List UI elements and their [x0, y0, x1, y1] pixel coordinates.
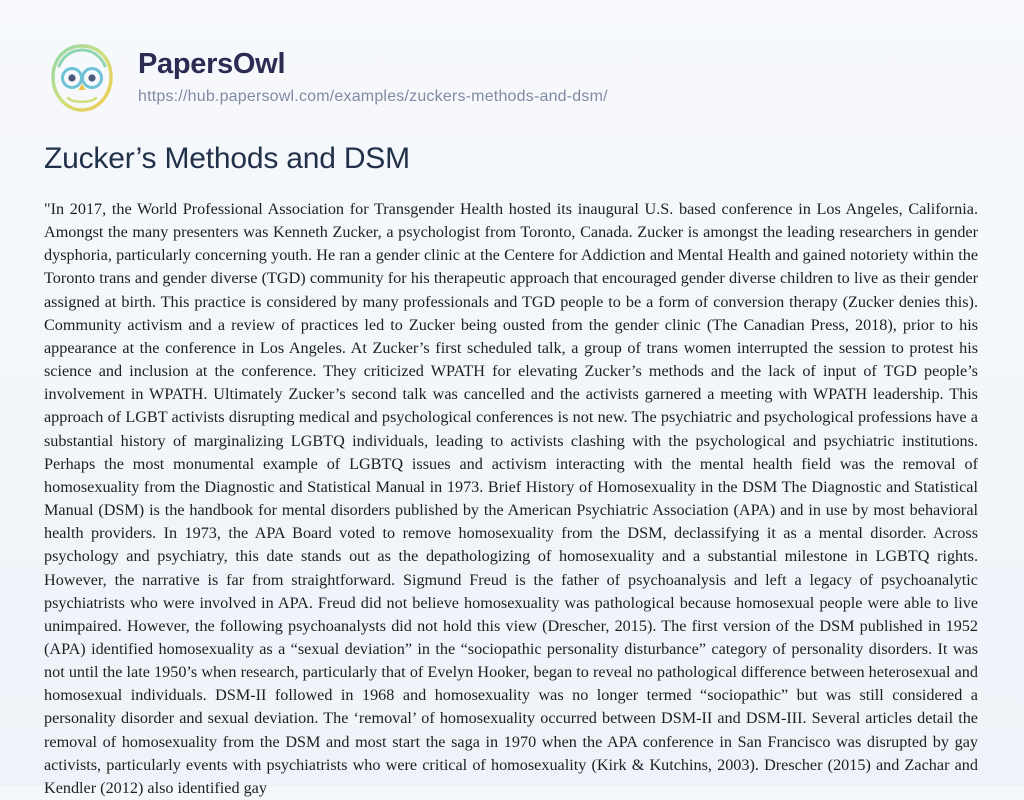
- page-title: Zucker’s Methods and DSM: [44, 142, 410, 175]
- brand-block: [138, 49, 608, 106]
- owl-logo-icon: [44, 40, 120, 116]
- source-url[interactable]: https://hub.papersowl.com/examples/zuckers-methods-and-dsm/: [138, 88, 608, 106]
- document-body-text: "In 2017, the World Professional Association for Transgender Health hosted its inaugural U.S. based conference in Los Angeles, California. Amongst the many presenters was Kenneth Zucker, a psychologist from Toronto, Canada. Zucker is amongst the leading researchers in gender dysphoria, particularly concerning youth. He ran a gender clinic at the Centere for Addiction and Mental Health and gained notoriety within the Toronto trans and gender diverse (TGD) community for his therapeutic approach that encouraged gender diverse children to live as their gender assigned at birth. This practice is considered by many professionals and TGD people to be a form of conversion therapy (Zucker denies this). Community activism and a review of practices led to Zucker being ousted from the gender clinic (The Canadian Press, 2018), prior to his appearance at the conference in Los Angeles. At Zucker’s first scheduled talk, a group of trans women interrupted the session to protest his science and inclusion at the conference. They criticized WPATH for elevating Zucker’s methods and the lack of input of TGD people’s involvement in WPATH. Ultimately Zucker’s second talk was cancelled and the activists garnered a meeting with WPATH leadership. This approach of LGBT activists disrupting medical and psychological conferences is not new. The psychiatric and psychological professions have a substantial history of marginalizing LGBTQ individuals, leading to activists clashing with the psychological and psychiatric institutions. Perhaps the most monumental example of LGBTQ issues and activism interacting with the mental health field was the removal of homosexuality from the Diagnostic and Statistical Manual in 1973. Brief History of Homosexuality in the DSM The Diagnostic and Statistical Manual (DSM) is the handbook for mental disorders published by the American Psychiatric Association (APA) and in use by most behavioral health providers. In 1973, the APA Board voted to remove homosexuality from the DSM, declassifying it as a mental disorder. Across psychology and psychiatry, this date stands out as the depathologizing of homosexuality and a substantial milestone in LGBTQ rights. However, the narrative is far from straightforward. Sigmund Freud is the father of psychoanalysis and left a legacy of psychoanalytic psychiatrists who were involved in APA. Freud did not believe homosexuality was pathological because homosexual people were able to live unimpaired. However, the following psychoanalysts did not hold this view (Drescher, 2015). The first version of the DSM published in 1952 (APA) identified homosexuality as a “sexual deviation” in the “sociopathic personality disturbance” category of personality disorders. It was not until the late 1950’s when research, particularly that of Evelyn Hooker, began to reveal no pathological difference between heterosexual and homosexual individuals. DSM-II followed in 1968 and homosexuality was no longer termed “sociopathic” but was still considered a personality disorder and sexual deviation. The ‘removal’ of homosexuality occurred between DSM-II and DSM-III. Several articles detail the removal of homosexuality from the DSM and most start the saga in 1970 when the APA conference in San Francisco was disrupted by gay activists, particularly events with psychiatrists who were critical of homosexuality (Kirk & Kutchins, 2003). Drescher (2015) and Zachar and Kendler (2012) also identified gay: [44, 200, 978, 797]
- brand-name: PapersOwl: [138, 48, 286, 81]
- site-header: [44, 40, 980, 116]
